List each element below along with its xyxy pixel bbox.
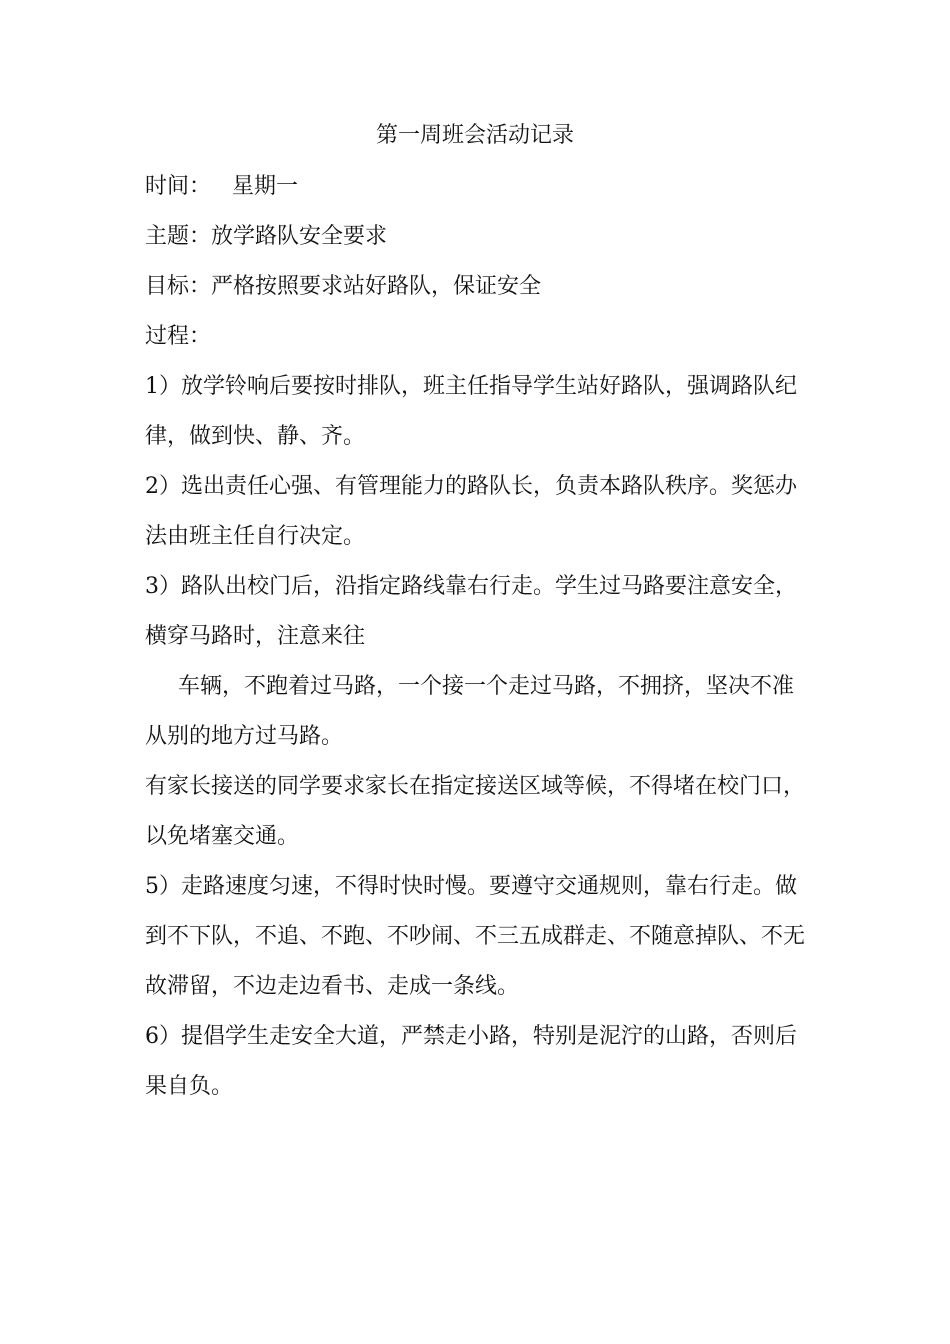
text-line: 从别的地方过马路。	[145, 724, 344, 749]
text-line: 1）放学铃响后要按时排队，班主任指导学生站好路队，强调路队纪	[145, 374, 797, 399]
text-line: 横穿马路时，注意来往	[145, 624, 366, 649]
text-line: 有家长接送的同学要求家长在指定接送区域等候，不得堵在校门口，	[145, 774, 806, 799]
text-line-indented: 车辆，不跑着过马路，一个接一个走过马路，不拥挤，坚决不准	[178, 674, 795, 699]
text-line-time: 时间： 星期一	[145, 174, 298, 199]
text-line: 2）选出责任心强、有管理能力的路队长，负责本路队秩序。奖惩办	[145, 474, 797, 499]
text-line-theme: 主题：放学路队安全要求	[145, 224, 388, 249]
text-line: 6）提倡学生走安全大道，严禁走小路，特别是泥泞的山路，否则后	[145, 1024, 797, 1049]
document-title: 第一周班会活动记录	[375, 123, 574, 148]
text-line-goal: 目标：严格按照要求站好路队，保证安全	[145, 274, 542, 299]
text-line: 到不下队，不追、不跑、不吵闹、不三五成群走、不随意掉队、不无	[145, 924, 806, 949]
text-line: 法由班主任自行决定。	[145, 524, 366, 549]
text-line: 5）走路速度匀速，不得时快时慢。要遵守交通规则，靠右行走。做	[145, 874, 797, 899]
text-line: 以免堵塞交通。	[145, 824, 300, 849]
text-line: 律，做到快、静、齐。	[145, 424, 366, 449]
text-line: 果自负。	[145, 1074, 234, 1099]
document-body	[145, 168, 810, 1118]
text-line: 3）路队出校门后，沿指定路线靠右行走。学生过马路要注意安全，	[145, 574, 797, 599]
text-line: 故滞留，不边走边看书、走成一条线。	[145, 974, 520, 999]
text-line-process-heading: 过程：	[145, 324, 212, 349]
